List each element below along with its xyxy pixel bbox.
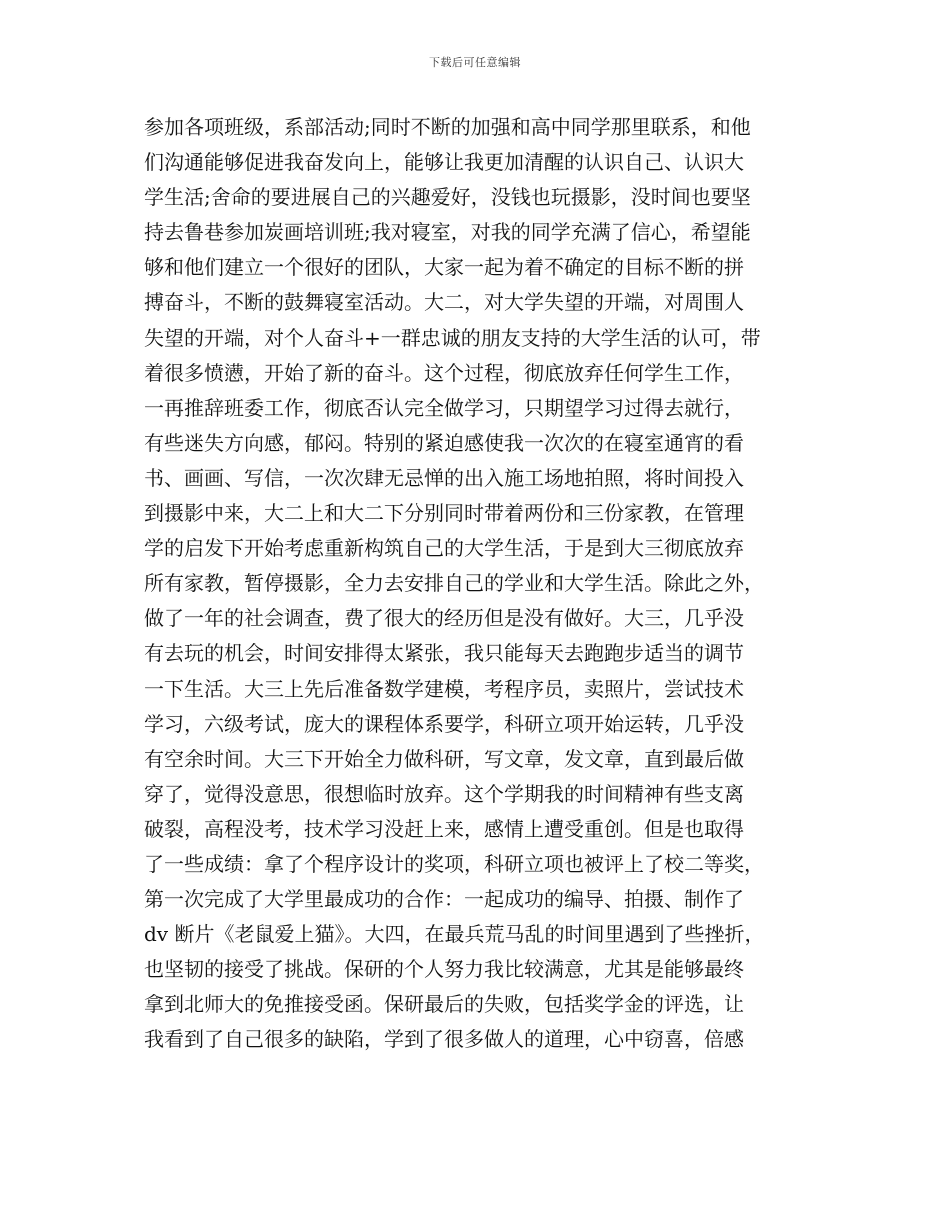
text-line: 做了一年的社会调查，费了很大的经历但是没有做好。大三，几乎没: [144, 606, 744, 631]
text-line: 学生活;舍命的要进展自己的兴趣爱好，没钱也玩摄影，没时间也要坚: [144, 185, 751, 210]
text-line: 第一次完成了大学里最成功的合作：一起成功的编导、拍摄、制作了: [144, 887, 744, 912]
page-header: 下载后可任意编辑: [429, 56, 521, 69]
text-line: 们沟通能够促进我奋发向上，能够让我更加清醒的认识自己、认识大: [144, 150, 744, 175]
text-line: 持去鲁巷参加炭画培训班;我对寝室，对我的同学充满了信心，希望能: [144, 220, 751, 245]
text-line: 到摄影中来，大二上和大二下分别同时带着两份和三份家教，在管理: [144, 501, 744, 526]
text-line: 有空余时间。大三下开始全力做科研，写文章，发文章，直到最后做: [144, 746, 744, 771]
text-line: 书、画画、写信，一次次肆无忌惮的出入施工场地拍照，将时间投入: [144, 465, 744, 490]
text-line: 也坚韧的接受了挑战。保研的个人努力我比较满意，尤其是能够最终: [144, 957, 744, 982]
text-line: 够和他们建立一个很好的团队，大家一起为着不确定的目标不断的拼: [144, 255, 744, 280]
text-line: 破裂，高程没考，技术学习没赶上来，感情上遭受重创。但是也取得: [144, 816, 744, 841]
text-line: 学习，六级考试，庞大的课程体系要学，科研立项开始运转，几乎没: [144, 711, 744, 736]
text-line: 所有家教，暂停摄影，全力去安排自己的学业和大学生活。除此之外，: [144, 571, 764, 596]
text-line: 了一些成绩：拿了个程序设计的奖项，科研立项也被评上了校二等奖，: [144, 851, 764, 876]
text-line: 有些迷失方向感，郁闷。特别的紧迫感使我一次次的在寝室通宵的看: [144, 430, 744, 455]
text-line: 一下生活。大三上先后准备数学建模，考程序员，卖照片，尝试技术: [144, 676, 744, 701]
text-line: 穿了，觉得没意思，很想临时放弃。这个学期我的时间精神有些支离: [144, 781, 744, 806]
text-line: 着很多愤懑，开始了新的奋斗。这个过程，彻底放弃任何学生工作，: [144, 360, 744, 385]
text-line: 一再推辞班委工作，彻底否认完全做学习，只期望学习过得去就行，: [144, 395, 744, 420]
text-line: 参加各项班级，系部活动;同时不断的加强和高中同学那里联系，和他: [144, 115, 751, 139]
text-line: 我看到了自己很多的缺陷，学到了很多做人的道理，心中窃喜，倍感: [144, 1027, 744, 1052]
text-line: 学的启发下开始考虑重新构筑自己的大学生活，于是到大三彻底放弃: [144, 536, 744, 561]
text-line: 拿到北师大的免推接受函。保研最后的失败，包括奖学金的评选，让: [144, 992, 744, 1017]
text-line: 有去玩的机会，时间安排得太紧张，我只能每天去跑跑步适当的调节: [144, 641, 744, 666]
text-line: dv 断片《老鼠爱上猫》。大四，在最兵荒马乱的时间里遇到了些挫折，: [144, 922, 765, 947]
text-line: 搏奋斗，不断的鼓舞寝室活动。大二，对大学失望的开端，对周围人: [144, 290, 744, 315]
text-line: 失望的开端，对个人奋斗+一群忠诚的朋友支持的大学生活的认可，带: [144, 325, 761, 350]
body-text: [144, 110, 808, 1058]
